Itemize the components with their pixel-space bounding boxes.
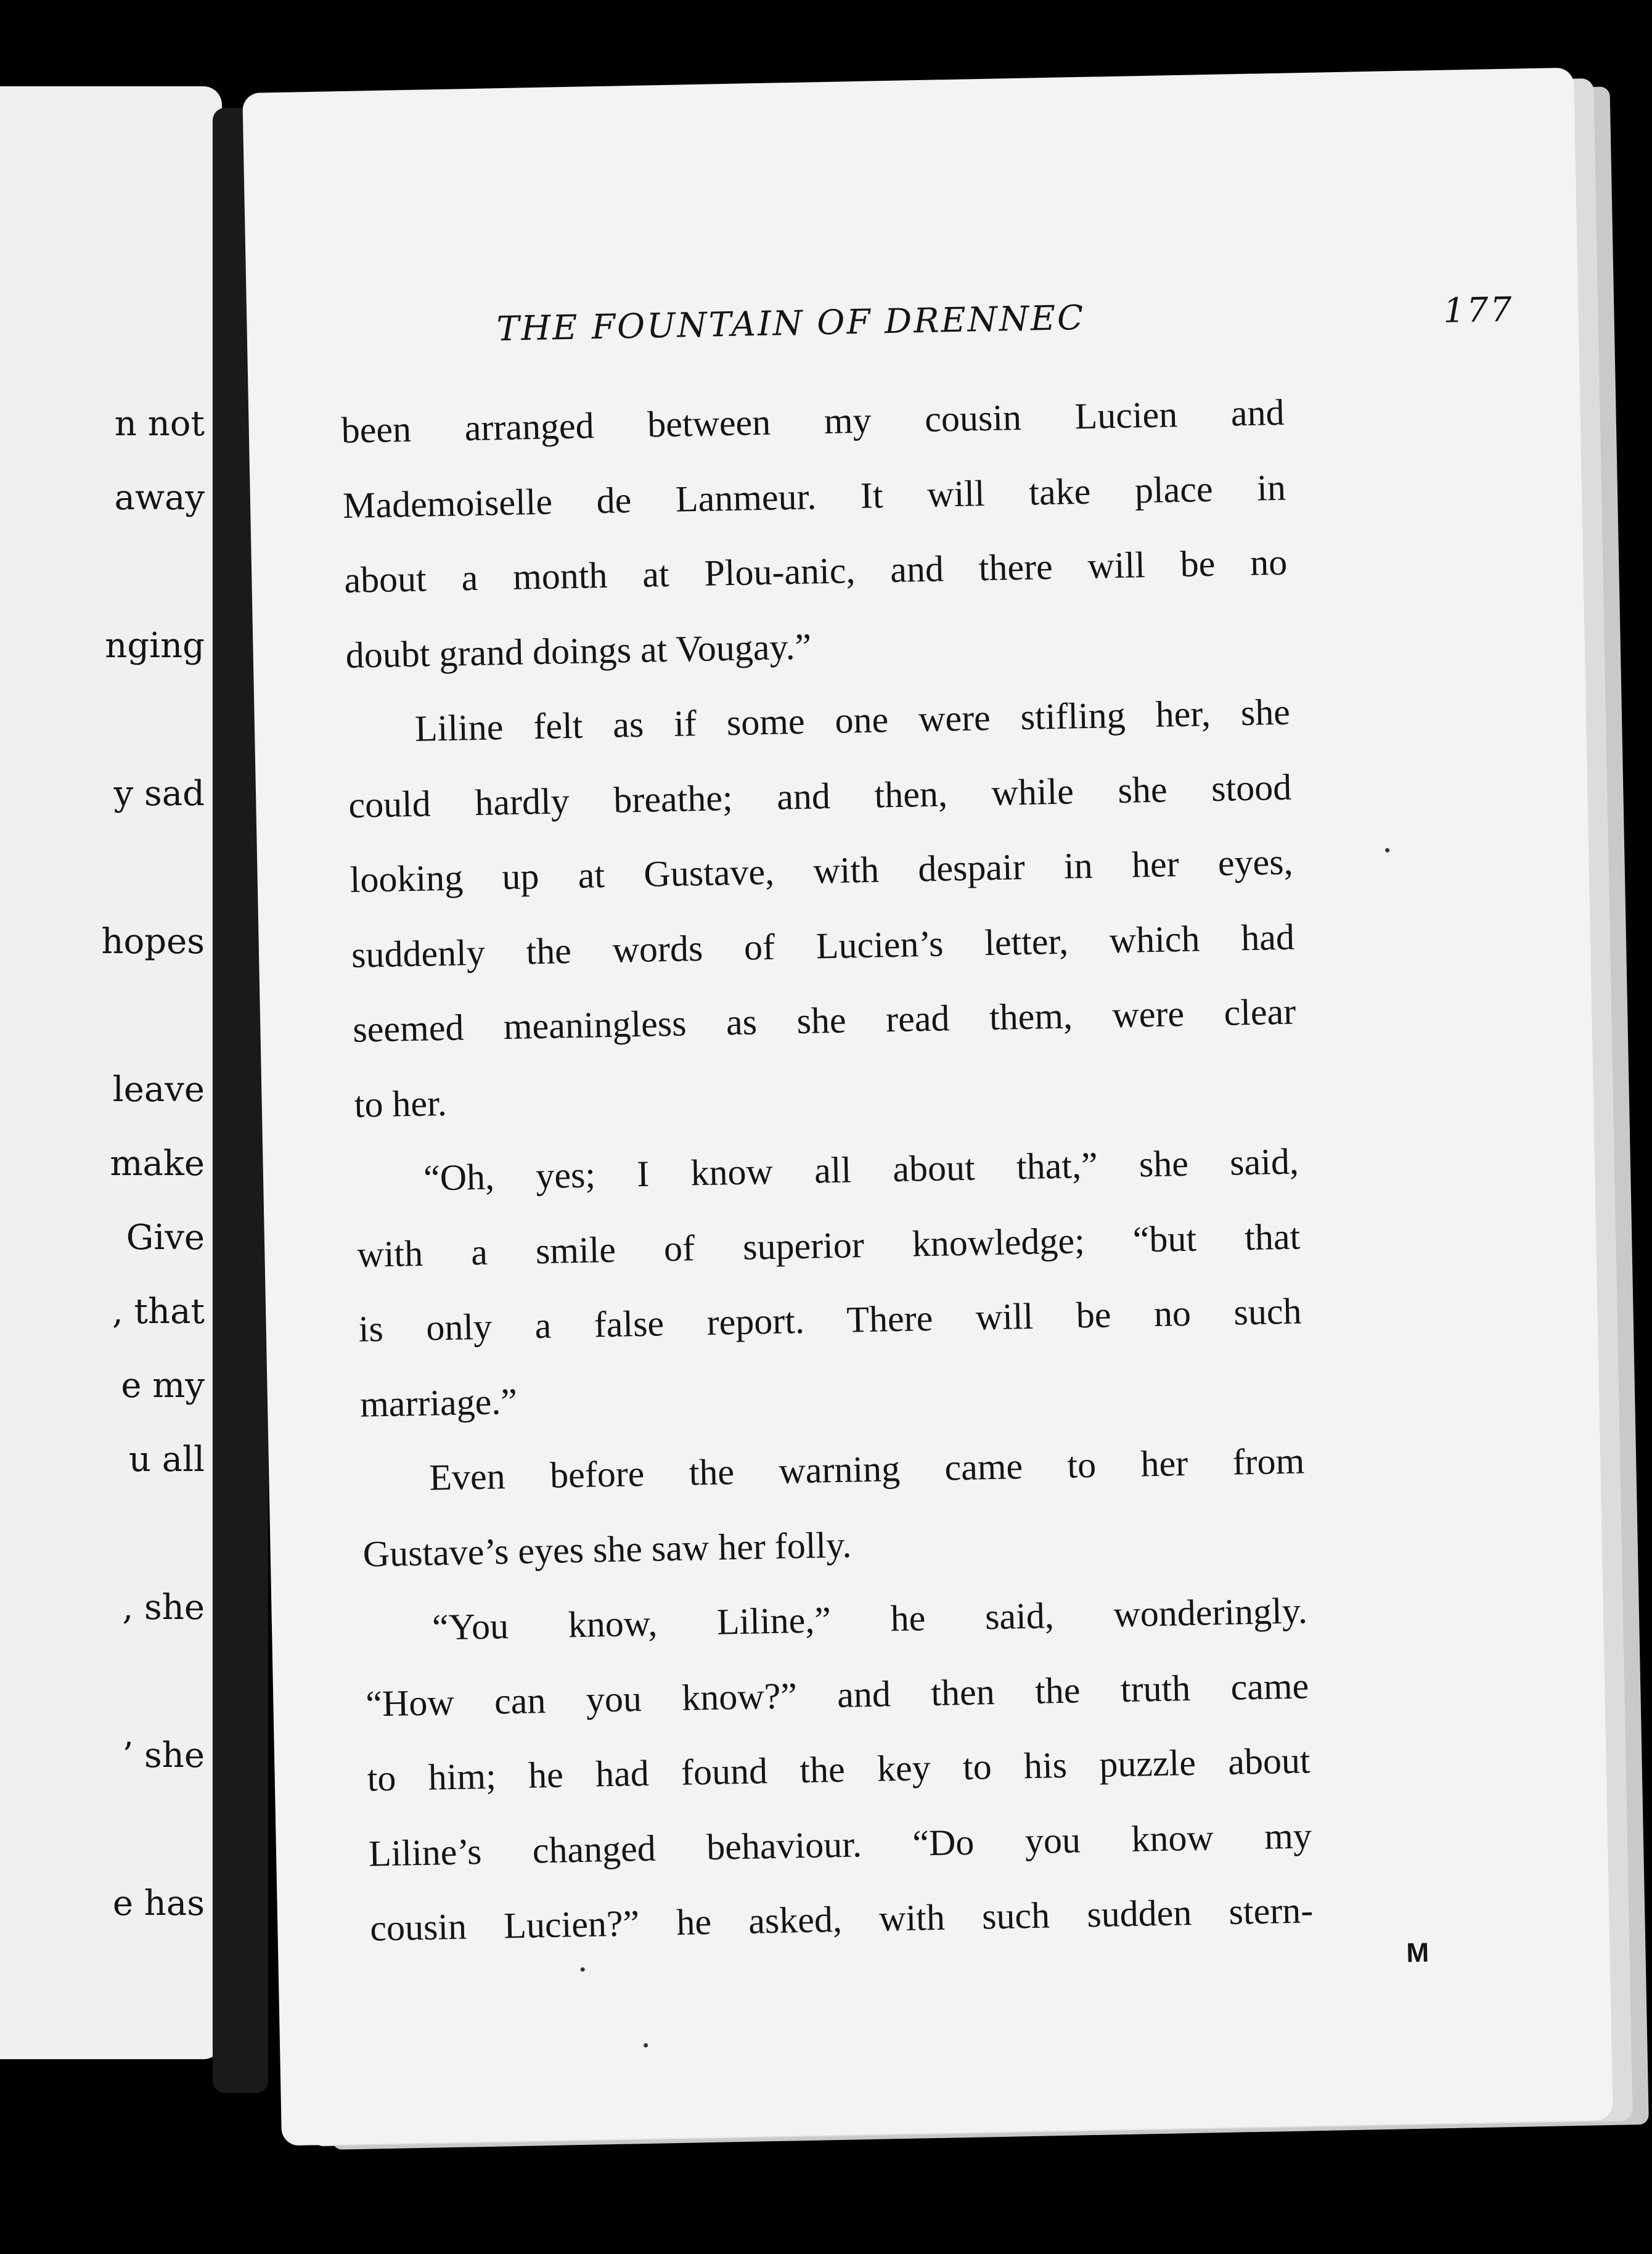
speck <box>644 2043 648 2047</box>
text-line-content: been arranged between my cousin Lucien and <box>341 391 1285 451</box>
left-page-line: ’ she <box>122 1736 205 1776</box>
body-text <box>341 375 1314 1966</box>
running-head-title: THE FOUNTAIN OF DRENNEC <box>496 297 1086 349</box>
text-line-content: about a month at Plou-anic, and there will be no <box>343 541 1288 601</box>
running-head <box>496 290 1514 349</box>
signature-mark: M <box>1406 1937 1429 1969</box>
text-line-content: with a smile of superior knowledge; “but that <box>356 1215 1301 1275</box>
book-page <box>242 68 1613 2146</box>
left-page-line: leave <box>112 1070 205 1110</box>
text-line-content: to her. <box>354 1082 448 1125</box>
text-line-content: suddenly the words of Lucien’s letter, which had <box>351 916 1295 975</box>
left-page-line: , she <box>122 1588 205 1628</box>
text-line-content: “Oh, yes; I know all about that,” she said, <box>423 1141 1299 1199</box>
text-line-content: marriage.” <box>359 1380 518 1425</box>
left-page-line: hopes <box>101 922 205 962</box>
text-line-content: Liline felt as if some one were stifling her, she <box>414 691 1291 749</box>
left-page-line: away <box>114 478 205 518</box>
text-line-content: Even before the warning came to her from <box>428 1440 1305 1498</box>
left-page-line: , that <box>112 1292 205 1332</box>
page-number: 177 <box>1442 289 1514 330</box>
text-line-content: is only a false report. There will be no such <box>358 1290 1302 1350</box>
left-page-line: n not <box>114 404 205 444</box>
speck <box>1385 848 1389 853</box>
text-line-content: “How can you know?” and then the truth came <box>365 1665 1309 1724</box>
text-line-content: Liline’s changed behaviour. “Do you know my <box>368 1814 1312 1874</box>
left-page-line: make <box>110 1144 205 1184</box>
text-line-content: cousin Lucien?” he asked, with such sudden stern- <box>369 1890 1314 1949</box>
text-line-content: to him; he had found the key to his puzzle about <box>367 1740 1311 1799</box>
text-line-content: Gustave’s eyes she saw her folly. <box>362 1524 852 1575</box>
text-line-content: “You know, Liline,” he said, wonderingly. <box>431 1590 1308 1648</box>
text-line-content: doubt grand doings at Vougay.” <box>345 625 812 676</box>
left-page-line: nging <box>105 626 205 666</box>
text-line-content: could hardly breathe; and then, while she stood <box>348 766 1292 826</box>
left-page-line: y sad <box>113 774 205 814</box>
text-line-content: seemed meaningless as she read them, were clear <box>352 991 1296 1050</box>
left-page-line: e has <box>112 1883 205 1924</box>
left-page-line: Give <box>126 1218 205 1258</box>
left-page <box>0 86 222 2059</box>
left-page-line: e my <box>121 1366 205 1406</box>
left-page-line: u all <box>128 1440 205 1480</box>
text-line-content: looking up at Gustave, with despair in her eyes, <box>350 841 1294 900</box>
speck <box>581 1967 585 1972</box>
text-line-content: Mademoiselle de Lanmeur. It will take place in <box>342 467 1286 526</box>
